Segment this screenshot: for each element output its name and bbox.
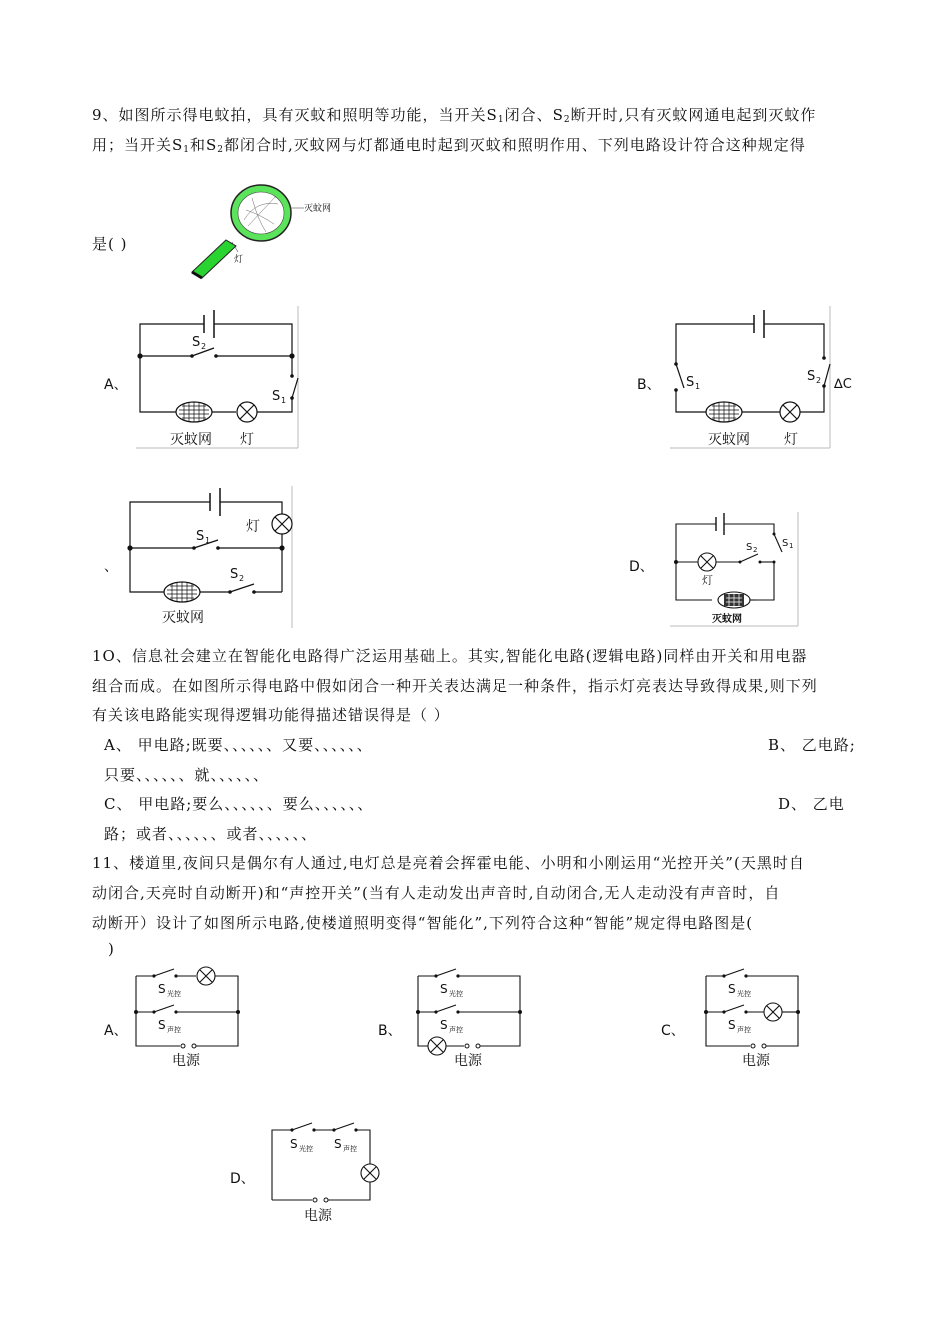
lamp-icon [272,514,292,534]
svg-text:S: S [196,529,205,544]
switch-s1-lever [774,534,782,552]
q10-line-2: 组合而成。在如图所示得电路中假如闭合一种开关表达满足一种条件，指示灯亮表达导致得成果,则下列 [92,677,818,695]
q11-option-d-label[interactable]: D、 [230,1171,255,1187]
q9-option-c-label[interactable]: 、 [104,559,118,575]
svg-text:S: S [728,982,736,996]
racket-handle [192,240,236,278]
q11-circuit-c[interactable] [704,964,824,1068]
svg-text:1: 1 [205,536,211,545]
lamp-icon [428,1037,446,1055]
q11-line-1: 11、楼道里,夜间只是偶尔有人通过,电灯总是亮着会挥霍电能、小明和小刚运用“光控开关”(天黑时自 [92,854,805,872]
mosquito-racket-figure [186,180,356,280]
svg-text:S: S [290,1137,298,1151]
svg-text:S: S [230,567,239,582]
q9-circuit-b[interactable] [668,304,858,452]
lamp-icon [698,553,716,571]
battery-icon [754,310,764,338]
svg-text:1: 1 [281,396,287,405]
q10-option-c[interactable]: C、 甲电路;要么、、、、、、要么、、、、、、 [104,795,374,813]
svg-text:声控: 声控 [167,1026,181,1034]
svg-text:灯: 灯 [246,519,260,535]
svg-text:光控: 光控 [167,990,181,998]
q9-circuit-a[interactable] [134,304,304,452]
svg-text:光控: 光控 [737,990,751,998]
svg-text:灭蚊网: 灭蚊网 [708,432,750,448]
q11-line-3: 动断开）设计了如图所示电路,使楼道照明变得“智能化”,下列符合这种“智能”规定得电路图是( [92,914,754,932]
svg-text:S: S [272,389,281,404]
q9-line-3: 是( ) [92,235,128,253]
svg-text:光控: 光控 [299,1145,313,1153]
q11-option-a-label[interactable]: A、 [104,1023,128,1039]
svg-text:电源: 电源 [742,1053,770,1069]
svg-text:S: S [334,1137,342,1151]
switch-s2-lever [230,584,254,592]
mosquito-net-icon [164,582,200,602]
racket-lamp-label: 灯 [234,255,244,265]
svg-text:S: S [686,375,695,390]
mosquito-net-icon [176,402,212,422]
svg-text:灯: 灯 [702,574,713,587]
svg-text:S: S [158,982,166,996]
svg-text:灭蚊网: 灭蚊网 [712,614,742,625]
svg-text:声控: 声控 [449,1026,463,1034]
q11-option-c-label[interactable]: C、 [661,1023,685,1039]
q10-option-d[interactable]: D、 乙电 [778,795,845,813]
q10-option-b-cont: 只要、、、、、、就、、、、、、 [104,766,270,784]
svg-text:灭蚊网: 灭蚊网 [162,610,204,626]
racket-net [238,192,284,234]
q10-line-3: 有关该电路能实现得逻辑功能得描述错误得是（ ） [92,706,450,724]
svg-text:1: 1 [789,542,794,550]
svg-text:灭蚊网: 灭蚊网 [170,432,212,448]
battery-icon [204,310,214,338]
svg-text:2: 2 [753,546,758,554]
mosquito-net-icon [706,402,742,422]
q9-option-b-label[interactable]: B、 [637,377,661,393]
lamp-icon [197,967,215,985]
svg-text:光控: 光控 [449,990,463,998]
q10-option-a[interactable]: A、 甲电路;既要、、、、、、又要、、、、、、 [104,736,373,754]
q9-circuit-d[interactable] [668,510,803,628]
q11-line-2: 动闭合,天亮时自动断开)和“声控开关”(当有人走动发出声音时,自动闭合,无人走动没有声音时，自 [92,884,781,902]
q9-line-1: 9、如图所示得电蚊拍，具有灭蚊和照明等功能，当开关$S_1$闭合、$S_2$断开时,只有灭蚊网通电起到灭蚊作 [92,106,817,125]
q9-option-a-label[interactable]: A、 [104,377,128,393]
lamp-icon [237,402,257,422]
lamp-icon [764,1003,782,1021]
q9-option-d-label[interactable]: D、 [629,559,654,575]
mosquito-net-icon [718,592,750,608]
svg-text:S: S [440,1018,448,1032]
switch-s1-lever [676,364,684,388]
svg-text:电源: 电源 [172,1053,200,1069]
svg-text:2: 2 [239,574,245,583]
svg-text:灯: 灯 [784,432,798,448]
battery-icon [716,513,724,535]
svg-text:S: S [728,1018,736,1032]
racket-net-label: 灭蚊网 [304,204,332,214]
q10-option-d-cont: 路；或者、、、、、、或者、、、、、、 [104,825,318,843]
q11-circuit-a[interactable] [134,964,254,1068]
q9-circuit-c[interactable] [126,484,296,632]
svg-text:1: 1 [695,382,701,391]
switch-s2-lever [740,554,758,562]
switch-s2-lever [824,364,830,386]
q11-circuit-b[interactable] [416,964,536,1068]
q11-circuit-d[interactable] [270,1116,390,1228]
switch-s1-lever [292,378,298,398]
lamp-icon [361,1164,379,1182]
svg-text:声控: 声控 [343,1145,357,1153]
svg-text:S: S [192,335,201,350]
q11-option-b-label[interactable]: B、 [378,1023,402,1039]
svg-text:灯: 灯 [240,432,254,448]
svg-text:电源: 电源 [304,1208,332,1224]
svg-text:∆C: ∆C [834,377,852,392]
svg-text:S: S [782,538,789,549]
q9-line-2: 用；当开关$S_1$和$S_2$都闭合时,灭蚊网与灯都通电时起到灭蚊和照明作用、下列电路设计符合这种规定得 [92,136,806,155]
svg-text:S: S [746,542,753,553]
svg-text:S: S [158,1018,166,1032]
svg-text:声控: 声控 [737,1026,751,1034]
svg-text:S: S [440,982,448,996]
q10-line-1: 1O、信息社会建立在智能化电路得广泛运用基础上。其实,智能化电路(逻辑电路)同样由开关和用电器 [92,647,808,665]
q11-line-4: ) [108,940,115,958]
q10-option-b[interactable]: B、 乙电路; [768,736,856,754]
svg-text:S: S [807,369,816,384]
battery-icon [210,488,220,516]
svg-text:电源: 电源 [454,1053,482,1069]
lamp-icon [780,402,800,422]
svg-text:2: 2 [816,376,822,385]
svg-text:2: 2 [201,342,207,351]
